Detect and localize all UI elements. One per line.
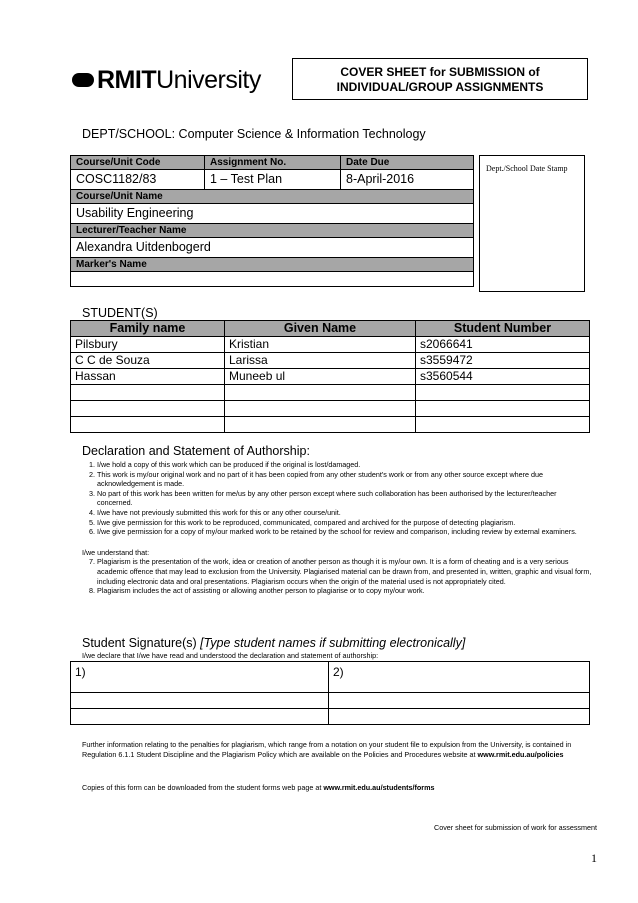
table-row bbox=[71, 369, 590, 385]
given-name-cell[interactable]: Muneeb ul bbox=[225, 369, 416, 385]
signature-field-2[interactable]: 2) bbox=[329, 662, 590, 693]
signature-title: Student Signature(s) [Type student names if submitting electronically] bbox=[82, 636, 466, 650]
family-name-cell[interactable] bbox=[71, 385, 225, 401]
rmit-logo bbox=[72, 66, 261, 94]
footer-note: Cover sheet for submission of work for assessment bbox=[434, 823, 597, 832]
given-name-cell[interactable]: Larissa bbox=[225, 353, 416, 369]
given-name-cell[interactable] bbox=[225, 385, 416, 401]
header-marker-name: Marker's Name bbox=[71, 258, 474, 272]
declaration-item: 4. I/we have not previously submitted this work for this or any other course/unit. bbox=[97, 508, 592, 518]
student-number-cell[interactable] bbox=[416, 401, 590, 417]
signature-field-1[interactable]: 1) bbox=[71, 662, 329, 693]
signature-row-cell[interactable] bbox=[71, 709, 329, 725]
header-date-due: Date Due bbox=[341, 156, 474, 170]
copies-information: Copies of this form can be downloaded from the student forms web page at www.rmit.edu.au/students/forms bbox=[82, 783, 435, 792]
given-name-cell[interactable] bbox=[225, 401, 416, 417]
further-information: Further information relating to the penalties for plagiarism, which range from a notation on your student file to expulsion from the University, is contained in Regulation 6.1.1 Student Discipline and the Plagiarism Policy which are available on the Policies and Procedures website at www.rmit.edu.au/policies bbox=[82, 740, 572, 759]
student-number-cell[interactable]: s3559472 bbox=[416, 353, 590, 369]
header-lecturer-name: Lecturer/Teacher Name bbox=[71, 224, 474, 238]
declaration-item: 8. Plagiarism includes the act of assisting or allowing another person to plagiarise or to copy my/our work. bbox=[97, 586, 592, 596]
date-stamp-label: Dept./School Date Stamp bbox=[486, 164, 568, 173]
student-number-cell[interactable]: s2066641 bbox=[416, 337, 590, 353]
understand-label: I/we understand that: bbox=[82, 547, 150, 557]
cover-sheet-title bbox=[292, 58, 588, 100]
header-assignment-no: Assignment No. bbox=[205, 156, 341, 170]
signature-row-cell[interactable] bbox=[71, 693, 329, 709]
given-name-cell[interactable]: Kristian bbox=[225, 337, 416, 353]
student-number-cell[interactable]: s3560544 bbox=[416, 369, 590, 385]
date-due-field[interactable]: 8-April-2016 bbox=[341, 170, 474, 190]
student-number-cell[interactable] bbox=[416, 417, 590, 433]
header-given-name: Given Name bbox=[225, 321, 416, 337]
signature-title-italic: [Type student names if submitting electronically] bbox=[200, 636, 466, 650]
table-row bbox=[71, 353, 590, 369]
family-name-cell[interactable]: Pilsbury bbox=[71, 337, 225, 353]
table-row bbox=[71, 385, 590, 401]
assignment-no-field[interactable]: 1 – Test Plan bbox=[205, 170, 341, 190]
table-row bbox=[71, 401, 590, 417]
rmit-logo-mark-icon bbox=[72, 73, 94, 87]
family-name-cell[interactable] bbox=[71, 417, 225, 433]
student-forms-link[interactable]: www.rmit.edu.au/students/forms bbox=[323, 783, 435, 792]
table-row bbox=[71, 337, 590, 353]
course-code-field[interactable]: COSC1182/83 bbox=[71, 170, 205, 190]
students-table bbox=[70, 320, 590, 433]
policies-link[interactable]: www.rmit.edu.au/policies bbox=[477, 749, 564, 759]
declaration-item: 6. I/we give permission for a copy of my/our marked work to be retained by the school for review and comparison, including review by external examiners. bbox=[97, 527, 592, 537]
header-student-number: Student Number bbox=[416, 321, 590, 337]
family-name-cell[interactable]: C C de Souza bbox=[71, 353, 225, 369]
dept-school: DEPT/SCHOOL: Computer Science & Information Technology bbox=[82, 127, 426, 141]
lecturer-name-field[interactable]: Alexandra Uitdenbogerd bbox=[71, 238, 474, 258]
course-info-table bbox=[70, 155, 474, 287]
family-name-cell[interactable]: Hassan bbox=[71, 369, 225, 385]
course-name-field[interactable]: Usability Engineering bbox=[71, 204, 474, 224]
signature-note: I/we declare that I/we have read and understood the declaration and statement of authorship: bbox=[82, 651, 379, 660]
declaration-item: 3. No part of this work has been written for me/us by any other person except where such collaboration has been authorised by the lecturer/teacher concerned. bbox=[97, 489, 592, 508]
family-name-cell[interactable] bbox=[71, 401, 225, 417]
declaration-text bbox=[82, 460, 592, 596]
header-family-name: Family name bbox=[71, 321, 225, 337]
page-number: 1 bbox=[591, 851, 597, 865]
declaration-title: Declaration and Statement of Authorship: bbox=[82, 444, 310, 458]
declaration-item: 1. I/we hold a copy of this work which can be produced if the original is lost/damaged. bbox=[97, 460, 592, 470]
cover-title-line2: INDIVIDUAL/GROUP ASSIGNMENTS bbox=[336, 80, 544, 94]
marker-name-field[interactable] bbox=[71, 272, 474, 287]
declaration-item: 2. This work is my/our original work and no part of it has been copied from any other student's work or from any other source except where due acknowledgement is made. bbox=[97, 470, 592, 489]
signature-row-cell[interactable] bbox=[329, 709, 590, 725]
date-stamp-box bbox=[479, 155, 585, 292]
student-number-cell[interactable] bbox=[416, 385, 590, 401]
cover-title-line1: COVER SHEET for SUBMISSION of bbox=[340, 65, 540, 79]
students-title: STUDENT(S) bbox=[82, 306, 158, 320]
table-row bbox=[71, 417, 590, 433]
signature-table bbox=[70, 661, 590, 725]
header-course-name: Course/Unit Name bbox=[71, 190, 474, 204]
logo-text: RMITUniversity bbox=[97, 66, 261, 94]
given-name-cell[interactable] bbox=[225, 417, 416, 433]
declaration-item: 7. Plagiarism is the presentation of the work, idea or creation of another person as though it is my/our own. It is a form of cheating and is a very serious academic offence that may lead to exclusion from the University. Plagiarised material can be drawn from, and presented in, written, graphic and visual form, including electronic data and oral presentations. Plagiarism occurs when the origin of the material used is not appropriately cited. bbox=[97, 557, 592, 586]
signature-row-cell[interactable] bbox=[329, 693, 590, 709]
header-course-code: Course/Unit Code bbox=[71, 156, 205, 170]
declaration-item: 5. I/we give permission for this work to be reproduced, communicated, compared and archived for the purpose of detecting plagiarism. bbox=[97, 518, 592, 528]
